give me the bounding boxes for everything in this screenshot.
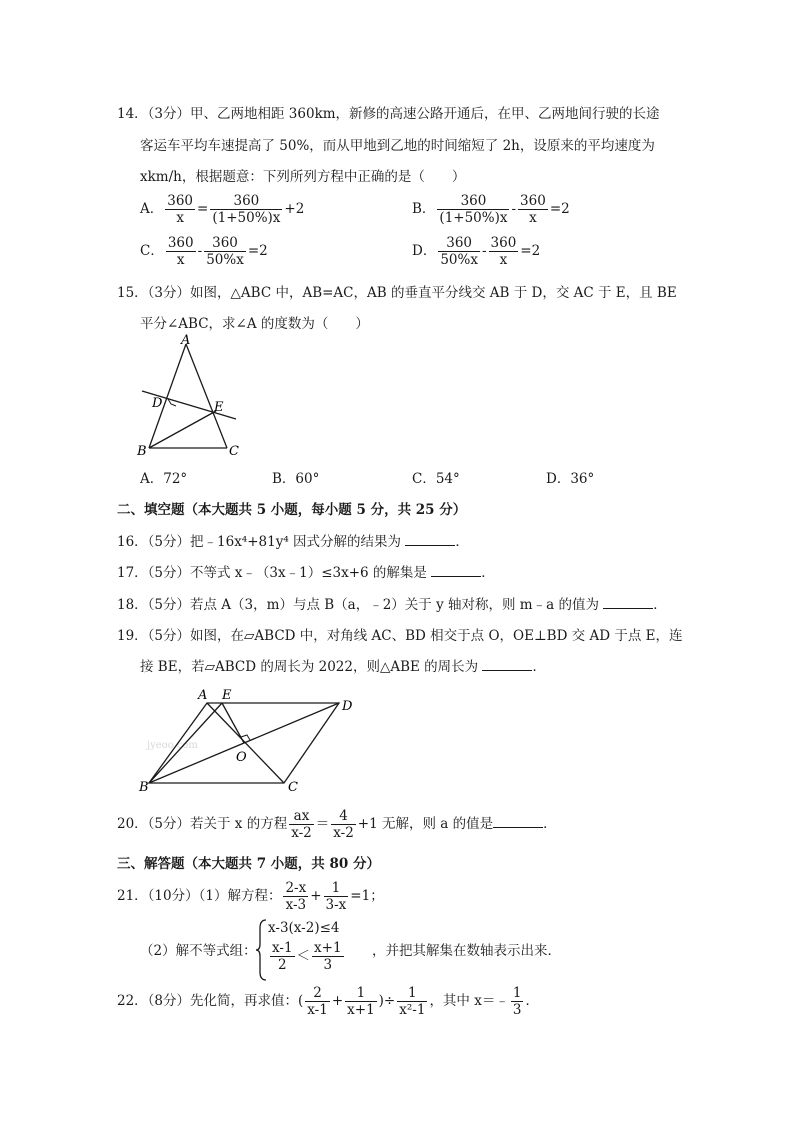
- q20-answer-blank: [493, 815, 543, 828]
- q15-line1: 15．（3分）如图，△ABC 中，AB=AC，AB 的垂直平分线交 AB 于 D，交 AC 于 E，且 BE: [117, 285, 677, 301]
- label-a: A: [181, 333, 191, 348]
- label-c: C: [288, 780, 298, 795]
- label-d: D: [152, 396, 163, 411]
- q21-part1: 21．（10分）（1）解方程： $\frac{2-x}{x-3}$ + $\frac{1}{3-x}$ =1；: [117, 880, 384, 913]
- section-2-heading: 二、填空题（本大题共 5 小题，每小题 5 分，共 25 分）: [117, 502, 467, 518]
- q16: 16．（5分）把﹣16x⁴+81y⁴ 因式分解的结果为 ．: [117, 534, 469, 550]
- section-3-heading: 三、解答题（本大题共 7 小题，共 80 分）: [117, 856, 380, 872]
- segment-be: [149, 411, 216, 448]
- q19-answer-blank: [482, 658, 532, 671]
- label-b: B: [137, 444, 147, 459]
- side-ac: [186, 344, 227, 448]
- left-brace: [256, 918, 268, 982]
- q14-line3: xkm/h，根据题意：下列所列方程中正确的是（ ）: [140, 169, 466, 185]
- q19-line1: 19．（5分）如图，在▱ABCD 中，对角线 AC、BD 相交于点 O，OE⊥BD 交 AD 于点 E，连: [117, 628, 683, 644]
- segment-oe: [222, 703, 244, 743]
- q14-line2: 客运车平均车速提高了 50%，而从甲地到乙地的时间缩短了 2h，设原来的平均速度为: [140, 138, 655, 154]
- q17-answer-blank: [431, 564, 481, 577]
- q16-answer-blank: [405, 533, 455, 546]
- system-row-1: x-3(x-2)≤4: [268, 920, 340, 936]
- label-o: O: [236, 750, 247, 765]
- label-b: B: [139, 780, 149, 795]
- q15-option-c: C．54°: [412, 471, 460, 487]
- q20: 20．（5分）若关于 x 的方程 $\frac{ax}{x-2}$ ＝ $\frac{4}{x-2}$ +1 无解，则 a 的值是 ．: [117, 808, 557, 841]
- label-c: C: [229, 444, 239, 459]
- system-row-2: $\frac{x-1}{2}$ ＜ $\frac{x+1}{3}$: [272, 940, 342, 973]
- q18-answer-blank: [603, 596, 653, 609]
- q15-line2: 平分∠ABC，求∠A 的度数为（ ）: [140, 316, 369, 332]
- q14-option-d: D． $\frac{360}{50\%x}$ - $\frac{360}{x}$ =2: [412, 235, 541, 268]
- q14-line1: 14．（3分）甲、乙两地相距 360km，新修的高速公路开通后，在甲、乙两地间行驶的长途: [117, 106, 660, 122]
- label-e: E: [222, 688, 232, 703]
- q14-option-a: A． $\frac{360}{x}$ = $\frac{360}{(1+50\%)x}$ +2: [140, 193, 305, 226]
- watermark: jyeoo.com: [147, 740, 198, 751]
- q15-option-a: A．72°: [140, 471, 188, 487]
- q17: 17．（5分）不等式 x﹣（3x﹣1）≤3x+6 的解集是 ．: [117, 565, 495, 581]
- q19-line2: 接 BE，若▱ABCD 的周长为 2022，则△ABE 的周长为 ．: [140, 659, 546, 675]
- label-a: A: [198, 688, 208, 703]
- q15-option-b: B．60°: [272, 471, 320, 487]
- label-e: E: [214, 400, 224, 415]
- q15-triangle-figure: [130, 330, 250, 465]
- q21-part2-tail: ，并把其解集在数轴表示出来．: [372, 943, 561, 959]
- label-d: D: [342, 699, 353, 714]
- q19-parallelogram-figure: [135, 685, 365, 795]
- q15-option-d: D．36°: [546, 471, 595, 487]
- q21-part2-label: （2）解不等式组：: [140, 943, 257, 959]
- q18: 18．（5分）若点 A（3，m）与点 B（a，﹣2）关于 y 轴对称，则 m﹣a 的值为 ．: [117, 597, 667, 613]
- q22: 22．（8分）先化简，再求值：( $\frac{2}{x-1}$ + $\frac{1}{x+1}$ )÷ $\frac{1}{\text{x²-1}}$ ，其中 x＝﹣ $\frac{1}{3}$ ．: [117, 985, 539, 1018]
- q14-option-c: C． $\frac{360}{x}$ - $\frac{360}{50\%x}$ =2: [140, 235, 268, 268]
- q14-option-b: B． $\frac{360}{(1+50\%)x}$ - $\frac{360}{x}$ =2: [412, 193, 570, 226]
